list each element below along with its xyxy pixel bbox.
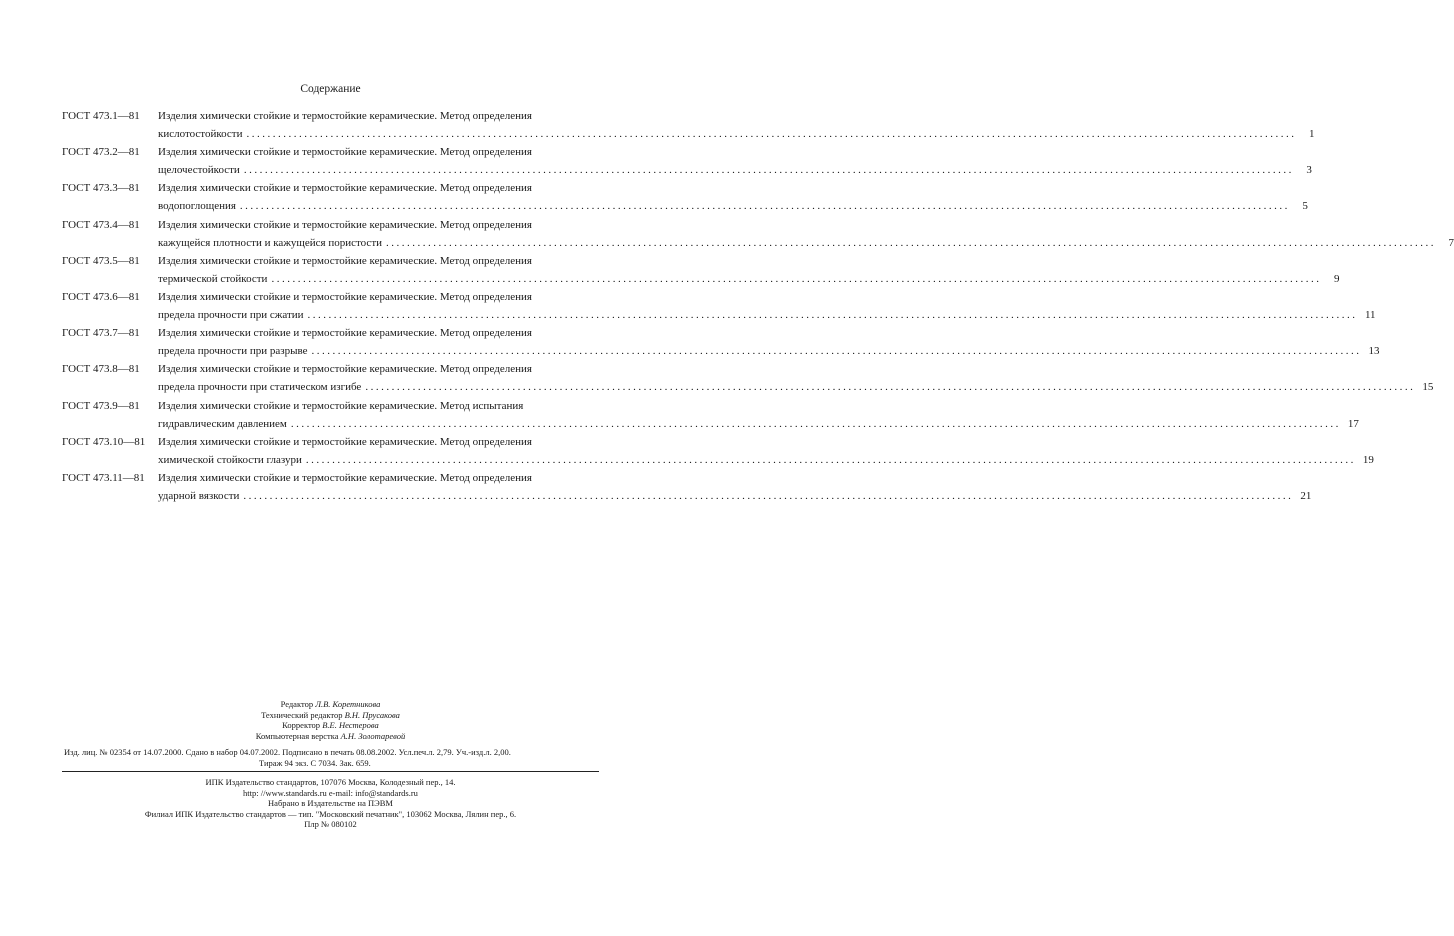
publisher-license: Плр № 080102 [304, 819, 357, 830]
editor-label: Редактор [280, 699, 314, 709]
entry-title-continuation: химической стойкости глазури [158, 453, 302, 466]
dot-leader: ........................................................................................................................................................................................................ [386, 236, 1437, 249]
dot-leader: ........................................................................................................................................................................................................ [243, 489, 1294, 502]
entry-title-continuation: предела прочности при сжатии [158, 308, 304, 321]
dot-leader: ........................................................................................................................................................................................................ [243, 164, 1294, 177]
toc-heading: Содержание [300, 83, 361, 95]
publication-info-line-2: Тираж 94 экз. С 7034. Зак. 659. [259, 758, 371, 768]
page-number: 17 [1347, 417, 1359, 430]
toc-entry [62, 469, 1312, 505]
standard-code: ГОСТ 473.5—81 [62, 254, 140, 267]
publication-info-line-1: Изд. лиц. № 02354 от 14.07.2000. Сдано в набор 04.07.2002. Подписано в печать 08.08.2002. Усл.печ.л. 2,79. Уч.-изд.л. 2,00. [64, 747, 511, 757]
editor-name: Л.В. Коретникова [315, 699, 381, 709]
toc-entry [62, 433, 1374, 469]
toc-entry [62, 324, 1380, 360]
entry-title: Изделия химически стойкие и термостойкие керамические. Метод определения [158, 435, 532, 448]
standard-code: ГОСТ 473.4—81 [62, 218, 140, 231]
dot-leader: ........................................................................................................................................................................................................ [311, 345, 1362, 358]
entry-title-continuation-row [158, 378, 1434, 396]
entry-title-continuation-row [158, 234, 1454, 252]
dot-leader: ........................................................................................................................................................................................................ [246, 128, 1297, 140]
entry-title: Изделия химически стойкие и термостойкие керамические. Метод определения [158, 363, 532, 376]
publisher-web: http: //www.standards.ru e-mail: info@standards.ru [243, 787, 418, 798]
page-number: 19 [1362, 453, 1374, 466]
toc-entry [62, 107, 1315, 143]
standard-code: ГОСТ 473.8—81 [62, 363, 140, 376]
publisher-typeset: Набрано в Издательстве на ПЭВМ [268, 798, 393, 809]
standard-code: ГОСТ 473.2—81 [62, 146, 140, 159]
layout-label: Компьютерная верстка [255, 730, 339, 741]
entry-title: Изделия химически стойкие и термостойкие керамические. Метод определения [158, 471, 532, 484]
standard-code: ГОСТ 473.6—81 [62, 290, 140, 303]
page-number: 15 [1422, 381, 1434, 394]
standard-code: ГОСТ 473.1—81 [62, 110, 140, 122]
page-number: 1 [1308, 128, 1315, 140]
entry-title-continuation-row [158, 161, 1312, 179]
entry-title: Изделия химически стойкие и термостойкие керамические. Метод определения [158, 290, 532, 303]
tech-editor-line [0, 710, 661, 721]
corrector-line [0, 720, 661, 731]
standard-code: ГОСТ 473.11—81 [62, 471, 145, 484]
page-number: 7 [1448, 236, 1454, 249]
publication-info [64, 747, 604, 769]
dot-leader: ........................................................................................................................................................................................................ [290, 417, 1341, 430]
entry-title-continuation: предела прочности при разрыве [158, 345, 308, 358]
layout-name: А.Н. Золотаревой [340, 730, 406, 741]
entry-title-continuation: термической стойкости [158, 272, 268, 285]
entry-title-continuation: водопоглощения [158, 200, 236, 213]
table-of-contents [62, 107, 1454, 505]
credits-block [0, 699, 661, 741]
dot-leader: ........................................................................................................................................................................................................ [305, 453, 1356, 466]
entry-title: Изделия химически стойкие и термостойкие керамические. Метод испытания [158, 399, 524, 412]
dot-leader: ........................................................................................................................................................................................................ [307, 308, 1358, 321]
entry-title-continuation-row [158, 487, 1312, 505]
page-number: 21 [1300, 489, 1312, 502]
layout-line [0, 731, 661, 742]
standard-code: ГОСТ 473.9—81 [62, 399, 140, 412]
editor-line [0, 699, 661, 710]
entry-title-continuation-row [158, 197, 1308, 215]
dot-leader: ........................................................................................................................................................................................................ [271, 272, 1322, 285]
entry-title-continuation-row [158, 125, 1315, 143]
page-number: 3 [1306, 164, 1312, 177]
entry-title-continuation: предела прочности при статическом изгибе [158, 381, 362, 394]
entry-title-continuation: ударной вязкости [158, 489, 240, 502]
entry-title-continuation: гидравлическим давлением [158, 417, 287, 430]
standard-code: ГОСТ 473.7—81 [62, 327, 140, 340]
tech-editor-label: Технический редактор [261, 709, 343, 720]
entry-title: Изделия химически стойкие и термостойкие керамические. Метод определения [158, 182, 532, 195]
corrector-label: Корректор [282, 720, 321, 730]
page-number: 5 [1302, 200, 1308, 213]
entry-title: Изделия химически стойкие и термостойкие керамические. Метод определения [158, 146, 532, 159]
toc-entry [62, 397, 1359, 433]
tech-editor-name: В.Н. Прусакова [344, 709, 400, 720]
dot-leader: ........................................................................................................................................................................................................ [239, 200, 1290, 213]
dot-leader: ........................................................................................................................................................................................................ [365, 381, 1416, 394]
publisher-branch: Филиал ИПК Издательство стандартов — тип. "Московский печатник", 103062 Москва, Лялин пер., 6. [144, 808, 517, 819]
divider-rule [62, 771, 599, 772]
toc-entry [62, 143, 1312, 179]
entry-title-continuation-row [158, 306, 1376, 324]
entry-title-continuation-row [158, 270, 1340, 288]
page-number: 11 [1364, 308, 1376, 321]
toc-entry [62, 216, 1454, 252]
entry-title-continuation-row [158, 342, 1380, 360]
publisher-block [0, 777, 661, 830]
entry-title-continuation: кажущейся плотности и кажущейся пористости [158, 236, 383, 249]
toc-entry [62, 252, 1340, 288]
corrector-name: В.Е. Нестерова [322, 720, 379, 730]
page-number: 9 [1333, 272, 1340, 285]
standard-code: ГОСТ 473.10—81 [62, 435, 146, 448]
entry-title-continuation: щелочестойкости [158, 164, 240, 177]
entry-title: Изделия химически стойкие и термостойкие керамические. Метод определения [158, 327, 532, 340]
entry-title-continuation: кислотостойкости [158, 128, 243, 140]
publisher-address: ИПК Издательство стандартов, 107076 Москва, Колодезный пер., 14. [205, 777, 456, 787]
page-number: 13 [1368, 345, 1380, 358]
entry-title: Изделия химически стойкие и термостойкие керамические. Метод определения [158, 254, 532, 267]
toc-entry [62, 288, 1376, 324]
entry-title: Изделия химически стойкие и термостойкие керамические. Метод определения [158, 218, 532, 231]
entry-title-continuation-row [158, 451, 1374, 469]
entry-title-continuation-row [158, 415, 1359, 433]
standard-code: ГОСТ 473.3—81 [62, 182, 140, 195]
toc-entry [62, 179, 1308, 215]
entry-title: Изделия химически стойкие и термостойкие керамические. Метод определения [158, 110, 532, 122]
toc-entry [62, 360, 1434, 396]
